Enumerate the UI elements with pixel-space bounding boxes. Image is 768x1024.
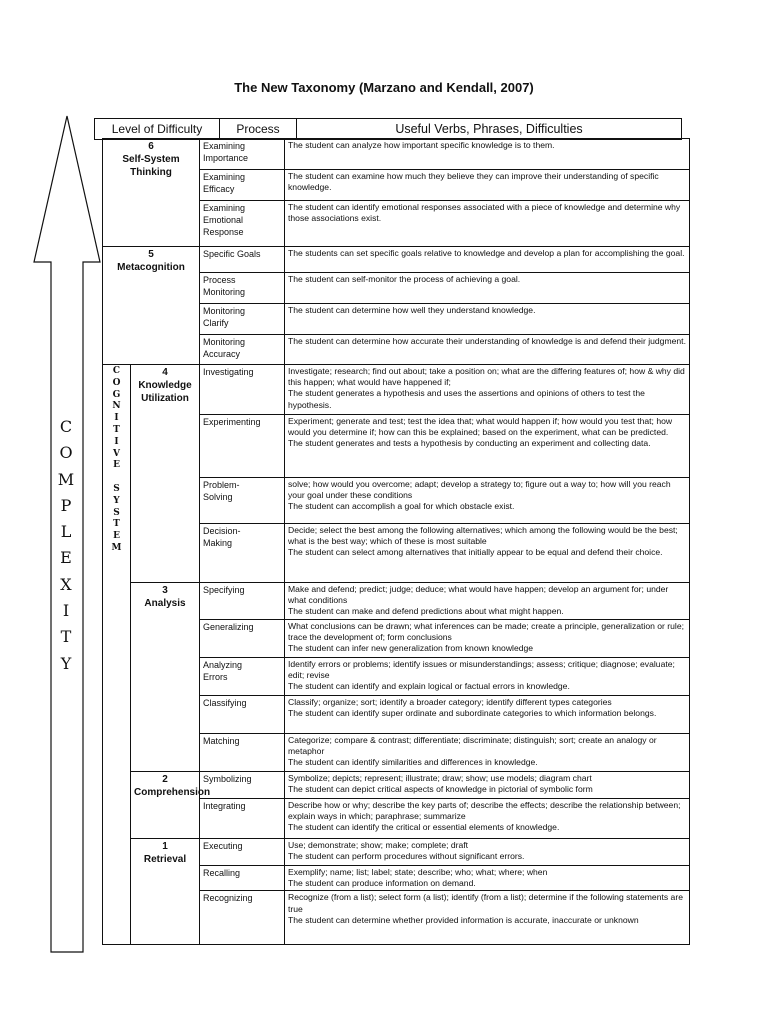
process-label: Emotional (203, 215, 244, 225)
verbs-text: The student can produce information on demand. (288, 878, 476, 889)
verbs-cell (285, 524, 690, 583)
process-cell (200, 891, 285, 945)
verbs-cell (285, 734, 690, 772)
process-label: Matching (203, 736, 240, 746)
verbs-text: The student can identify similarities and differences in knowledge. (288, 757, 538, 768)
verbs-text: The student generates a hypothesis and uses the assertions and opinions of others to test the hypothesis. (288, 388, 645, 410)
process-label: Examining (203, 141, 246, 151)
process-label: Errors (203, 672, 228, 682)
verbs-text: Describe how or why; describe the key parts of; describe the effects; describe the relationship between; explain ways in which; paraphrase; summarize (288, 800, 681, 822)
header-verbs-label: Useful Verbs, Phrases, Difficulties (395, 122, 583, 136)
cognitive-system-letter: S (113, 483, 120, 494)
process-cell (200, 247, 285, 273)
level-name: Comprehension (134, 787, 211, 798)
verbs-text: Recognize (from a list); select form (a list); identify (from a list); determine if the following statements are true (288, 892, 683, 914)
process-cell (200, 304, 285, 335)
verbs-cell (285, 170, 690, 201)
process-cell (200, 839, 285, 866)
level-retrieval (131, 839, 200, 945)
process-cell (200, 273, 285, 304)
cognitive-system-letter: V (113, 448, 120, 459)
verbs-text: The student can determine how well they understand knowledge. (288, 305, 536, 315)
verbs-text: The student can identify emotional responses associated with a piece of knowledge and determine why those associations exist. (288, 202, 681, 224)
process-label: Monitoring (203, 306, 246, 316)
cognitive-system-letter: C (112, 366, 121, 376)
taxonomy-table (102, 138, 690, 945)
cognitive-system-letter: Y (113, 495, 120, 506)
process-label: Monitoring (203, 287, 246, 297)
table-row (103, 772, 690, 799)
process-label: Accuracy (203, 349, 241, 359)
process-label: Integrating (203, 801, 246, 811)
level-name: Metacognition (117, 262, 185, 273)
cognitive-system-letter: S (113, 507, 120, 518)
verbs-cell (285, 415, 690, 478)
process-label: Importance (203, 153, 249, 163)
verbs-text: The student can perform procedures without significant errors. (288, 851, 525, 862)
verbs-cell (285, 478, 690, 524)
process-label: Clarify (203, 318, 229, 328)
complexity-letter: C (59, 417, 73, 436)
process-label: Analyzing (203, 660, 243, 670)
level-name: Knowledge (138, 380, 192, 391)
header-level-label: Level of Difficulty (111, 122, 203, 136)
verbs-cell (285, 139, 690, 170)
process-label: Recalling (203, 868, 241, 878)
process-label: Specifying (203, 585, 245, 595)
process-label: Efficacy (203, 184, 235, 194)
level-number: 3 (162, 585, 168, 596)
process-label: Specific Goals (203, 249, 261, 259)
complexity-letter: P (60, 495, 72, 515)
level-name: Self-System Thinking (122, 154, 180, 178)
verbs-text: Investigate; research; find out about; take a position on; what are the differing features of; how & why did this happen; what would have happened if; (288, 366, 685, 388)
verbs-text: The student can make and defend predictions about what might happen. (288, 606, 564, 617)
verbs-text: Symbolize; depicts; represent; illustrate; draw; show; use models; diagram chart (288, 773, 592, 783)
cognitive-system-letter: T (113, 519, 120, 530)
complexity-letter: O (59, 443, 73, 463)
verbs-cell (285, 583, 690, 620)
verbs-cell (285, 273, 690, 304)
process-cell (200, 799, 285, 839)
verbs-cell (285, 772, 690, 799)
verbs-cell (285, 696, 690, 734)
complexity-letter: M (57, 469, 75, 489)
table-row (103, 839, 690, 866)
process-label: Generalizing (203, 622, 254, 632)
process-label: Experimenting (203, 417, 261, 427)
verbs-text: Exemplify; name; list; label; state; describe; who; what; where; when (288, 867, 548, 877)
process-cell (200, 201, 285, 247)
verbs-text: The students can set specific goals relative to knowledge and develop a plan for accomplishing the goal. (288, 248, 685, 258)
verbs-text: solve; how would you overcome; adapt; develop a strategy to; figure out a way to; how will you reach your goal under these conditions (288, 479, 671, 501)
verbs-text: Use; demonstrate; show; make; complete; draft (288, 840, 469, 850)
level-metacognition (103, 247, 200, 365)
verbs-cell (285, 304, 690, 335)
level-analysis (131, 583, 200, 772)
cognitive-system-letter (106, 472, 127, 484)
page-title: The New Taxonomy (Marzano and Kendall, 2007) (234, 80, 534, 95)
process-cell (200, 478, 285, 524)
verbs-cell (285, 201, 690, 247)
level-name: Analysis (144, 598, 186, 609)
verbs-text: Identify errors or problems; identify issues or misunderstandings; assess; critique; diagnose; evaluate; edit; revise (288, 659, 675, 681)
table-row (103, 139, 690, 170)
process-label: Process (203, 275, 236, 285)
verbs-text: The student generates and tests a hypothesis by conducting an experiment and collecting data. (288, 438, 651, 449)
header-process-label: Process (236, 122, 280, 136)
verbs-text: The student can self-monitor the process of achieving a goal. (288, 274, 521, 284)
verbs-text: Make and defend; predict; judge; deduce; what would have happen; develop an argument for; under what conditions (288, 584, 669, 606)
verbs-text: The student can determine how accurate their understanding of knowledge is and defend their judgment. (288, 336, 686, 346)
process-label: Recognizing (203, 893, 253, 904)
process-cell (200, 696, 285, 734)
verbs-cell (285, 866, 690, 891)
verbs-text: Classify; organize; sort; identify a broader category; identify different types categories (288, 697, 612, 707)
complexity-letter: Y (60, 653, 72, 673)
process-label: Symbolizing (203, 774, 252, 784)
cognitive-system-label (103, 365, 131, 945)
verbs-text: The student can identify super ordinate and subordinate categories to which information belongs. (288, 708, 657, 719)
process-label: Making (203, 538, 233, 548)
process-cell (200, 658, 285, 696)
level-name: Retrieval (143, 854, 187, 865)
verbs-cell (285, 658, 690, 696)
verbs-text: The student can infer new generalization from known knowledge (288, 643, 534, 654)
process-cell (200, 734, 285, 772)
table-row (103, 365, 690, 415)
process-cell (200, 415, 285, 478)
verbs-text: The student can depict critical aspects of knowledge in pictorial of symbolic form (288, 784, 593, 795)
process-label: Investigating (203, 367, 254, 377)
process-label: Solving (203, 492, 233, 502)
verbs-cell (285, 247, 690, 273)
cognitive-system-letter: G (112, 389, 121, 400)
process-cell (200, 139, 285, 170)
level-number: 4 (162, 367, 168, 378)
cognitive-system-letter: I (114, 436, 119, 447)
verbs-text: The student can select among alternatives that initially appear to be equal and defend their choice. (288, 547, 663, 558)
verbs-text: The student can accomplish a goal for which obstacle exist. (288, 501, 515, 512)
process-cell (200, 772, 285, 799)
verbs-text: Categorize; compare & contrast; differentiate; discriminate; distinguish; sort; create an analogy or metaphor (288, 735, 657, 757)
table-row (103, 583, 690, 620)
cognitive-system-letter: I (114, 413, 119, 424)
verbs-text: The student can analyze how important specific knowledge is to them. (288, 140, 555, 150)
process-label: Executing (203, 841, 243, 851)
process-label: Monitoring (203, 337, 246, 347)
level-name: Utilization (141, 393, 189, 404)
level-knowledge-utilization (131, 365, 200, 583)
verbs-cell (285, 365, 690, 415)
verbs-text: Experiment; generate and test; test the idea that; what would happen if; how would you test that; how would you determine if; how can this be explained; based on the experiment, what can be predicted. (288, 416, 673, 438)
cognitive-system-letter: T (113, 424, 120, 435)
process-label: Problem- (203, 480, 240, 490)
verbs-text: The student can identify the critical or essential elements of knowledge. (288, 822, 560, 833)
process-cell (200, 583, 285, 620)
level-number: 6 (148, 141, 154, 152)
verbs-cell (285, 891, 690, 945)
verbs-cell (285, 335, 690, 365)
process-label: Response (203, 227, 244, 237)
process-label: Classifying (203, 698, 247, 708)
verbs-text: The student can examine how much they believe they can improve their understanding of specific knowledge. (288, 171, 659, 193)
process-label: Decision- (203, 526, 241, 536)
complexity-letter: X (60, 574, 72, 594)
verbs-cell (285, 620, 690, 658)
process-cell (200, 365, 285, 415)
level-number: 1 (162, 841, 168, 852)
cognitive-system-letter: E (113, 531, 120, 542)
process-cell (200, 620, 285, 658)
level-self-system-thinking (103, 139, 200, 247)
complexity-letter: T (60, 627, 72, 647)
level-comprehension (131, 772, 211, 839)
verbs-text: Decide; select the best among the following alternatives; which among the following would be the best; what is the best way; which of these is most suitable (288, 525, 678, 547)
header-process (219, 118, 297, 140)
process-cell (200, 866, 285, 891)
cognitive-system-letter: O (112, 377, 121, 388)
process-label: Examining (203, 203, 246, 213)
verbs-text: The student can identify and explain logical or factual errors in knowledge. (288, 681, 570, 692)
verbs-cell (285, 799, 690, 839)
cognitive-system-letter: N (112, 401, 121, 412)
verbs-text: What conclusions can be drawn; what inferences can be made; create a principle, generalization or rule; trace the development of; form conclusions (288, 621, 685, 643)
process-label: Examining (203, 172, 246, 182)
cognitive-system-letter: E (113, 460, 120, 471)
complexity-letter: E (60, 548, 72, 568)
verbs-cell (285, 839, 690, 866)
process-cell (200, 524, 285, 583)
verbs-text: The student can determine whether provided information is accurate, inaccurate or unknown (288, 914, 639, 925)
cognitive-system-letter: M (111, 542, 122, 553)
complexity-label (52, 414, 80, 677)
process-cell (200, 335, 285, 365)
header-level-of-difficulty (94, 118, 220, 140)
complexity-letter: I (62, 601, 70, 621)
table-row (103, 247, 690, 273)
level-number: 2 (162, 774, 168, 785)
header-useful-verbs (296, 118, 682, 140)
process-cell (200, 170, 285, 201)
level-number: 5 (148, 249, 154, 260)
complexity-letter: L (60, 522, 72, 542)
